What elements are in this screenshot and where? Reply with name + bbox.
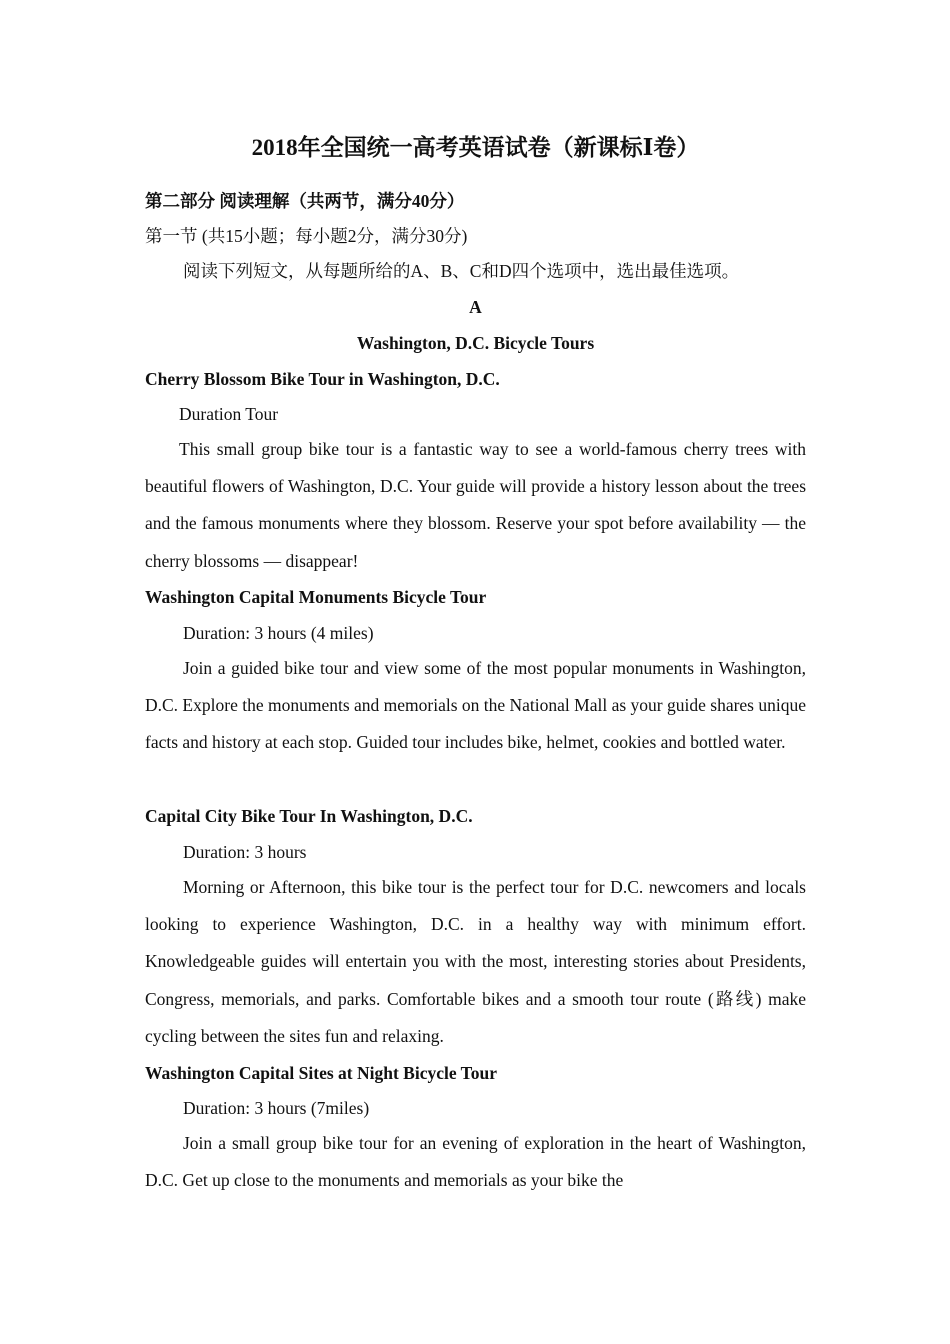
tour-name: Washington Capital Monuments Bicycle Tour (145, 587, 487, 607)
tour-description: Join a small group bike tour for an evening of exploration in the heart of Washington, D.C. Get up close to the monuments and memorials as your bike the (145, 1133, 806, 1191)
passage-letter: A (469, 297, 482, 317)
part-heading: 第二部分 阅读理解（共两节，满分40分） (145, 191, 465, 211)
tour-name: Cherry Blossom Bike Tour in Washington, D.C. (145, 369, 500, 389)
tour-duration: Duration: 3 hours (4 miles) (183, 623, 374, 643)
tour-name: Washington Capital Sites at Night Bicycle Tour (145, 1063, 497, 1083)
exam-title: 2018年全国统一高考英语试卷（新课标Ⅰ卷） (251, 135, 700, 160)
tour-name: Capital City Bike Tour In Washington, D.C. (145, 806, 473, 826)
instruction-text: 阅读下列短文，从每题所给的A、B、C和D四个选项中，选出最佳选项。 (183, 261, 740, 281)
tour-duration: Duration: 3 hours (7miles) (183, 1098, 370, 1118)
tour-description: This small group bike tour is a fantastic way to see a world-famous cherry trees with beautiful flowers of Washington, D.C. Your guide will provide a history lesson about the trees and the famous monuments where they blossom. Reserve your spot before availability — the cherry blossoms — disappear! (145, 439, 806, 571)
tour-duration: Duration: 3 hours (183, 842, 307, 862)
tour-duration: Duration Tour (179, 404, 279, 424)
tour-description: Morning or Afternoon, this bike tour is the perfect tour for D.C. newcomers and locals looking to experience Washington, D.C. in a healthy way with minimum effort. Knowledgeable guides will entertain you with the most, interesting stories about Presidents, Congress, memorials, and parks. Comfortable bikes and a smooth tour route (路线) make cycling between the sites fun and relaxing. (145, 877, 806, 1046)
tour-description: Join a guided bike tour and view some of the most popular monuments in Washington, D.C. Explore the monuments and memorials on the National Mall as your guide shares unique facts and history at each stop. Guided tour includes bike, helmet, cookies and bottled water. (145, 658, 806, 753)
passage-title: Washington, D.C. Bicycle Tours (356, 333, 595, 353)
section-line: 第一节 (共15小题；每小题2分，满分30分) (145, 226, 468, 246)
